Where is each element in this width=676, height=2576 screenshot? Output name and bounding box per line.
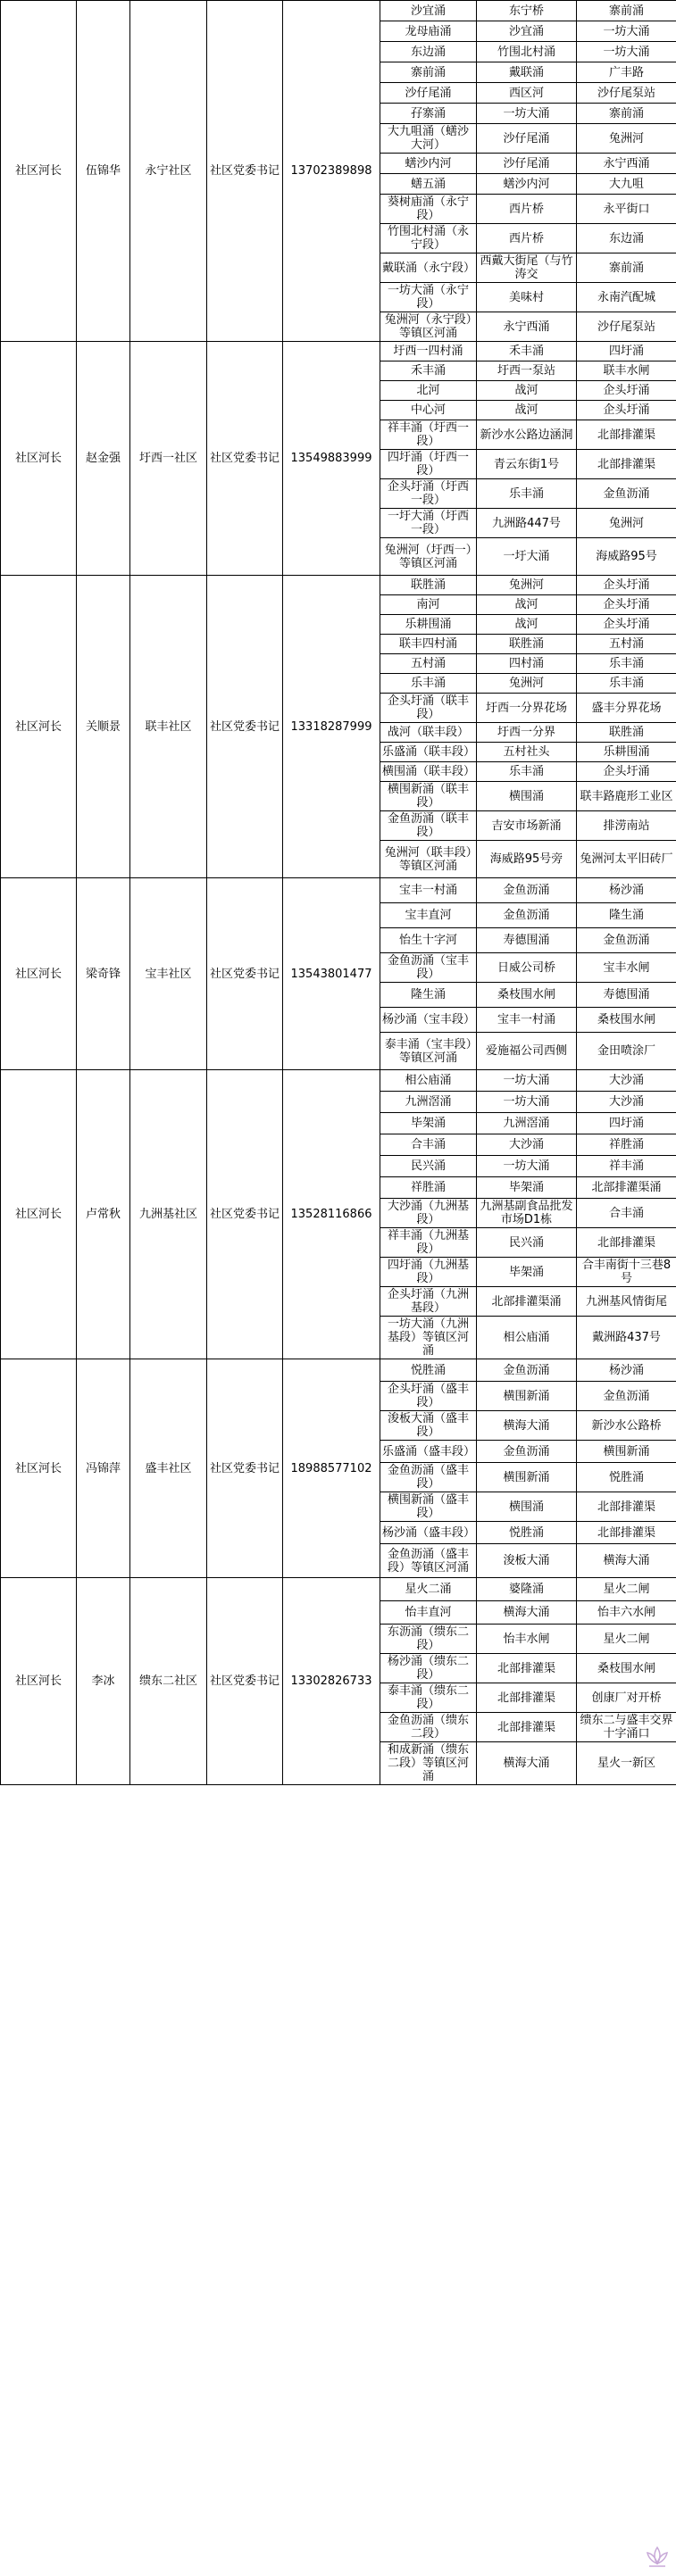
end-point-cell: 企头圩涌 — [577, 401, 676, 420]
table-row — [1, 1070, 676, 1092]
end-point-cell: 企头圩涌 — [577, 576, 676, 595]
river-name-cell: 企头圩涌（圩西一段） — [380, 479, 477, 509]
chief-name-cell: 卢常秋 — [77, 1070, 130, 1359]
start-point-cell: 横围涌 — [477, 1492, 577, 1522]
start-point-cell: 战河 — [477, 615, 577, 635]
river-name-cell: 金鱼沥涌（联丰段） — [380, 811, 477, 841]
chief-name-cell: 赵金强 — [77, 342, 130, 576]
start-point-cell: 一坊大涌 — [477, 1092, 577, 1113]
table-row — [1, 878, 676, 903]
river-name-cell: 横围涌（联丰段） — [380, 762, 477, 782]
start-point-cell: 圩西一分界花场 — [477, 694, 577, 723]
end-point-cell: 北部排灌渠涌 — [577, 1177, 676, 1199]
river-name-cell: 和成新涌（缋东二段）等镇区河涌 — [380, 1742, 477, 1785]
river-name-cell: 北河 — [380, 381, 477, 401]
end-point-cell: 联丰水闸 — [577, 361, 676, 381]
end-point-cell: 杨沙涌 — [577, 878, 676, 903]
role-cell: 社区河长 — [1, 1070, 77, 1359]
position-cell: 社区党委书记 — [207, 342, 283, 576]
role-cell: 社区河长 — [1, 1, 77, 342]
start-point-cell: 四村涌 — [477, 654, 577, 674]
river-name-cell: 杨沙涌（宝丰段） — [380, 1008, 477, 1033]
river-name-cell: 横围新涌（盛丰段） — [380, 1492, 477, 1522]
river-name-cell: 乐耕围涌 — [380, 615, 477, 635]
start-point-cell: 沙仔尾涌 — [477, 154, 577, 174]
end-point-cell: 兔洲河 — [577, 124, 676, 154]
end-point-cell: 横海大涌 — [577, 1544, 676, 1578]
start-point-cell: 悦胜涌 — [477, 1522, 577, 1544]
start-point-cell: 青云东街1号 — [477, 450, 577, 479]
river-name-cell: 五村涌 — [380, 654, 477, 674]
start-point-cell: 毕架涌 — [477, 1258, 577, 1287]
end-point-cell: 永平街口 — [577, 195, 676, 224]
start-point-cell: 西片桥 — [477, 195, 577, 224]
start-point-cell: 民兴涌 — [477, 1228, 577, 1258]
end-point-cell: 沙仔尾泵站 — [577, 83, 676, 104]
river-name-cell: 战河（联丰段） — [380, 723, 477, 743]
start-point-cell: 北部排灌渠 — [477, 1654, 577, 1683]
end-point-cell: 联胜涌 — [577, 723, 676, 743]
start-point-cell: 九洲滘涌 — [477, 1113, 577, 1134]
river-name-cell: 沙仔尾涌 — [380, 83, 477, 104]
start-point-cell: 横海大涌 — [477, 1742, 577, 1785]
end-point-cell: 星火二闸 — [577, 1625, 676, 1654]
end-point-cell: 金鱼沥涌 — [577, 1382, 676, 1411]
end-point-cell: 新沙水公路桥 — [577, 1411, 676, 1441]
end-point-cell: 海威路95号 — [577, 538, 676, 576]
start-point-cell: 圩西一泵站 — [477, 361, 577, 381]
end-point-cell: 隆生涌 — [577, 903, 676, 928]
river-name-cell: 竹围北村涌（永宁段） — [380, 224, 477, 253]
end-point-cell: 祥丰涌 — [577, 1156, 676, 1177]
community-cell: 永宁社区 — [130, 1, 207, 342]
river-name-cell: 联胜涌 — [380, 576, 477, 595]
river-name-cell: 乐盛涌（盛丰段） — [380, 1441, 477, 1463]
end-point-cell: 永南汽配城 — [577, 283, 676, 312]
river-name-cell: 圩西一四村涌 — [380, 342, 477, 361]
chief-name-cell: 伍锦华 — [77, 1, 130, 342]
river-name-cell: 杨沙涌（缋东二段） — [380, 1654, 477, 1683]
river-name-cell: 民兴涌 — [380, 1156, 477, 1177]
start-point-cell: 海威路95号旁 — [477, 841, 577, 878]
start-point-cell: 九洲基副食品批发市场D1栋 — [477, 1199, 577, 1228]
community-cell: 联丰社区 — [130, 576, 207, 878]
position-cell: 社区党委书记 — [207, 1578, 283, 1785]
start-point-cell: 西片桥 — [477, 224, 577, 253]
start-point-cell: 寿德围涌 — [477, 928, 577, 953]
phone-cell: 13302826733 — [283, 1578, 380, 1785]
end-point-cell: 金鱼沥涌 — [577, 928, 676, 953]
start-point-cell: 大沙涌 — [477, 1134, 577, 1156]
table-body — [1, 1, 676, 1785]
start-point-cell: 横围涌 — [477, 782, 577, 811]
end-point-cell: 北部排灌渠 — [577, 1228, 676, 1258]
start-point-cell: 婆隆涌 — [477, 1578, 577, 1601]
community-cell: 盛丰社区 — [130, 1359, 207, 1578]
start-point-cell: 毕架涌 — [477, 1177, 577, 1199]
end-point-cell: 大沙涌 — [577, 1070, 676, 1092]
end-point-cell: 四圩涌 — [577, 1113, 676, 1134]
table-row — [1, 342, 676, 361]
chief-name-cell: 梁奇锋 — [77, 878, 130, 1070]
end-point-cell: 九洲基风情街尾 — [577, 1287, 676, 1317]
end-point-cell: 乐耕围涌 — [577, 743, 676, 762]
end-point-cell: 永宁西涌 — [577, 154, 676, 174]
end-point-cell: 盛丰分界花场 — [577, 694, 676, 723]
river-name-cell: 金鱼沥涌（盛丰段） — [380, 1463, 477, 1492]
end-point-cell: 企头圩涌 — [577, 762, 676, 782]
start-point-cell: 日威公司桥 — [477, 953, 577, 983]
river-name-cell: 毕架涌 — [380, 1113, 477, 1134]
start-point-cell: 北部排灌渠 — [477, 1683, 577, 1713]
lotus-logo-icon — [644, 2544, 671, 2571]
river-name-cell: 乐盛涌（联丰段） — [380, 743, 477, 762]
end-point-cell: 一坊大涌 — [577, 21, 676, 42]
river-name-cell: 企头圩涌（九洲基段） — [380, 1287, 477, 1317]
end-point-cell: 企头圩涌 — [577, 381, 676, 401]
role-cell: 社区河长 — [1, 576, 77, 878]
start-point-cell: 浚板大涌 — [477, 1544, 577, 1578]
end-point-cell: 创康厂对开桥 — [577, 1683, 676, 1713]
river-name-cell: 怡丰直河 — [380, 1601, 477, 1625]
phone-cell: 13702389898 — [283, 1, 380, 342]
end-point-cell: 五村涌 — [577, 635, 676, 654]
river-name-cell: 泰丰涌（宝丰段）等镇区河涌 — [380, 1033, 477, 1070]
chief-name-cell: 李冰 — [77, 1578, 130, 1785]
end-point-cell: 联丰路鹿形工业区 — [577, 782, 676, 811]
river-name-cell: 泰丰涌（缋东二段） — [380, 1683, 477, 1713]
river-name-cell: 企头圩涌（联丰段） — [380, 694, 477, 723]
river-name-cell: 浚板大涌（盛丰段） — [380, 1411, 477, 1441]
end-point-cell: 企头圩涌 — [577, 615, 676, 635]
start-point-cell: 九洲路447号 — [477, 509, 577, 538]
phone-cell: 18988577102 — [283, 1359, 380, 1578]
river-name-cell: 蟮沙内河 — [380, 154, 477, 174]
end-point-cell: 桑枝围水闸 — [577, 1008, 676, 1033]
end-point-cell: 合丰涌 — [577, 1199, 676, 1228]
end-point-cell: 金鱼沥涌 — [577, 479, 676, 509]
chief-name-cell: 关顺景 — [77, 576, 130, 878]
start-point-cell: 一坊大涌 — [477, 1070, 577, 1092]
position-cell: 社区党委书记 — [207, 576, 283, 878]
start-point-cell: 圩西一分界 — [477, 723, 577, 743]
start-point-cell: 战河 — [477, 381, 577, 401]
position-cell: 社区党委书记 — [207, 1070, 283, 1359]
start-point-cell: 相公庙涌 — [477, 1317, 577, 1359]
role-cell: 社区河长 — [1, 1578, 77, 1785]
phone-cell: 13528116866 — [283, 1070, 380, 1359]
start-point-cell: 西戴大街尾（与竹涛交 — [477, 253, 577, 283]
position-cell: 社区党委书记 — [207, 1, 283, 342]
start-point-cell: 美味村 — [477, 283, 577, 312]
end-point-cell: 杨沙涌 — [577, 1359, 676, 1382]
start-point-cell: 宝丰一村涌 — [477, 1008, 577, 1033]
table-row — [1, 1359, 676, 1382]
table-row — [1, 576, 676, 595]
start-point-cell: 金鱼沥涌 — [477, 1359, 577, 1382]
river-name-cell: 一圩大涌（圩西一段） — [380, 509, 477, 538]
river-name-cell: 四圩涌（九洲基段） — [380, 1258, 477, 1287]
start-point-cell: 横围新涌 — [477, 1463, 577, 1492]
start-point-cell: 西区河 — [477, 83, 577, 104]
river-name-cell: 大九咀涌（蟮沙大河） — [380, 124, 477, 154]
start-point-cell: 乐丰涌 — [477, 762, 577, 782]
start-point-cell: 爱施福公司西侧 — [477, 1033, 577, 1070]
table-row — [1, 1578, 676, 1601]
river-name-cell: 相公庙涌 — [380, 1070, 477, 1092]
river-name-cell: 东沥涌（缋东二段） — [380, 1625, 477, 1654]
river-name-cell: 中心河 — [380, 401, 477, 420]
river-name-cell: 蟮五涌 — [380, 174, 477, 195]
role-cell: 社区河长 — [1, 342, 77, 576]
end-point-cell: 寿德围涌 — [577, 983, 676, 1008]
river-name-cell: 宝丰直河 — [380, 903, 477, 928]
start-point-cell: 金鱼沥涌 — [477, 1441, 577, 1463]
start-point-cell: 乐丰涌 — [477, 479, 577, 509]
end-point-cell: 星火一新区 — [577, 1742, 676, 1785]
end-point-cell: 横围新涌 — [577, 1441, 676, 1463]
end-point-cell: 北部排灌渠 — [577, 420, 676, 450]
start-point-cell: 一圩大涌 — [477, 538, 577, 576]
start-point-cell: 战河 — [477, 401, 577, 420]
end-point-cell: 兔洲河 — [577, 509, 676, 538]
river-name-cell: 星火二涌 — [380, 1578, 477, 1601]
end-point-cell: 乐丰涌 — [577, 654, 676, 674]
river-name-cell: 葵树庙涌（永宁段） — [380, 195, 477, 224]
river-name-cell: 沙宜涌 — [380, 1, 477, 21]
start-point-cell: 蟮沙内河 — [477, 174, 577, 195]
start-point-cell: 沙仔尾涌 — [477, 124, 577, 154]
start-point-cell: 吉安市场新涌 — [477, 811, 577, 841]
river-name-cell: 横围新涌（联丰段） — [380, 782, 477, 811]
river-name-cell: 兔洲河（永宁段）等镇区河涌 — [380, 312, 477, 342]
end-point-cell: 沙仔尾泵站 — [577, 312, 676, 342]
river-name-cell: 寨前涌 — [380, 62, 477, 83]
phone-cell: 13543801477 — [283, 878, 380, 1070]
end-point-cell: 排涝南站 — [577, 811, 676, 841]
end-point-cell: 大九咀 — [577, 174, 676, 195]
start-point-cell: 战河 — [477, 595, 577, 615]
end-point-cell: 兔洲河太平旧砖厂 — [577, 841, 676, 878]
end-point-cell: 寨前涌 — [577, 253, 676, 283]
river-name-cell: 禾丰涌 — [380, 361, 477, 381]
river-name-cell: 祥胜涌 — [380, 1177, 477, 1199]
start-point-cell: 怡丰水闸 — [477, 1625, 577, 1654]
river-name-cell: 东边涌 — [380, 42, 477, 62]
end-point-cell: 北部排灌渠 — [577, 1492, 676, 1522]
start-point-cell: 桑枝围水闸 — [477, 983, 577, 1008]
start-point-cell: 沙宜涌 — [477, 21, 577, 42]
river-name-cell: 乐丰涌 — [380, 674, 477, 694]
river-name-cell: 宝丰一村涌 — [380, 878, 477, 903]
end-point-cell: 一坊大涌 — [577, 42, 676, 62]
end-point-cell: 企头圩涌 — [577, 595, 676, 615]
river-name-cell: 杨沙涌（盛丰段） — [380, 1522, 477, 1544]
start-point-cell: 五村社头 — [477, 743, 577, 762]
end-point-cell: 大沙涌 — [577, 1092, 676, 1113]
end-point-cell: 戴洲路437号 — [577, 1317, 676, 1359]
river-name-cell: 祥丰涌（九洲基段） — [380, 1228, 477, 1258]
chief-name-cell: 冯锦萍 — [77, 1359, 130, 1578]
end-point-cell: 缋东二与盛丰交界十字涌口 — [577, 1713, 676, 1742]
start-point-cell: 横海大涌 — [477, 1411, 577, 1441]
river-name-cell: 孖寨涌 — [380, 104, 477, 124]
start-point-cell: 金鱼沥涌 — [477, 903, 577, 928]
river-name-cell: 兔洲河（联丰段）等镇区河涌 — [380, 841, 477, 878]
end-point-cell: 星火二闸 — [577, 1578, 676, 1601]
river-name-cell: 怡生十字河 — [380, 928, 477, 953]
end-point-cell: 桑枝围水闸 — [577, 1654, 676, 1683]
start-point-cell: 联胜涌 — [477, 635, 577, 654]
end-point-cell: 北部排灌渠 — [577, 450, 676, 479]
start-point-cell: 新沙水公路边涵洞 — [477, 420, 577, 450]
river-name-cell: 龙母庙涌 — [380, 21, 477, 42]
river-name-cell: 企头圩涌（盛丰段） — [380, 1382, 477, 1411]
start-point-cell: 禾丰涌 — [477, 342, 577, 361]
river-name-cell: 金鱼沥涌（盛丰段）等镇区河涌 — [380, 1544, 477, 1578]
start-point-cell: 北部排灌渠 — [477, 1713, 577, 1742]
start-point-cell: 横海大涌 — [477, 1601, 577, 1625]
position-cell: 社区党委书记 — [207, 878, 283, 1070]
community-cell: 缋东二社区 — [130, 1578, 207, 1785]
river-name-cell: 兔洲河（圩西一）等镇区河涌 — [380, 538, 477, 576]
end-point-cell: 祥胜涌 — [577, 1134, 676, 1156]
end-point-cell: 合丰南街十三巷8号 — [577, 1258, 676, 1287]
end-point-cell: 北部排灌渠 — [577, 1522, 676, 1544]
river-name-cell: 一坊大涌（九洲基段）等镇区河涌 — [380, 1317, 477, 1359]
role-cell: 社区河长 — [1, 878, 77, 1070]
community-cell: 宝丰社区 — [130, 878, 207, 1070]
end-point-cell: 宝丰水闸 — [577, 953, 676, 983]
river-name-cell: 祥丰涌（圩西一段） — [380, 420, 477, 450]
river-name-cell: 一坊大涌（永宁段） — [380, 283, 477, 312]
start-point-cell: 横围新涌 — [477, 1382, 577, 1411]
community-cell: 九洲基社区 — [130, 1070, 207, 1359]
community-cell: 圩西一社区 — [130, 342, 207, 576]
river-name-cell: 大沙涌（九洲基段） — [380, 1199, 477, 1228]
end-point-cell: 悦胜涌 — [577, 1463, 676, 1492]
start-point-cell: 戴联涌 — [477, 62, 577, 83]
start-point-cell: 一坊大涌 — [477, 104, 577, 124]
start-point-cell: 北部排灌渠涌 — [477, 1287, 577, 1317]
river-name-cell: 合丰涌 — [380, 1134, 477, 1156]
river-name-cell: 九洲滘涌 — [380, 1092, 477, 1113]
table-row — [1, 1, 676, 21]
end-point-cell: 广丰路 — [577, 62, 676, 83]
river-name-cell: 联丰四村涌 — [380, 635, 477, 654]
river-name-cell: 隆生涌 — [380, 983, 477, 1008]
river-name-cell: 四圩涌（圩西一段） — [380, 450, 477, 479]
start-point-cell: 兔洲河 — [477, 576, 577, 595]
end-point-cell: 金田喷涂厂 — [577, 1033, 676, 1070]
start-point-cell: 永宁西涌 — [477, 312, 577, 342]
phone-cell: 13549883999 — [283, 342, 380, 576]
end-point-cell: 东边涌 — [577, 224, 676, 253]
start-point-cell: 兔洲河 — [477, 674, 577, 694]
river-name-cell: 戴联涌（永宁段） — [380, 253, 477, 283]
position-cell: 社区党委书记 — [207, 1359, 283, 1578]
start-point-cell: 一坊大涌 — [477, 1156, 577, 1177]
end-point-cell: 乐丰涌 — [577, 674, 676, 694]
start-point-cell: 竹围北村涌 — [477, 42, 577, 62]
river-name-cell: 南河 — [380, 595, 477, 615]
role-cell: 社区河长 — [1, 1359, 77, 1578]
end-point-cell: 四圩涌 — [577, 342, 676, 361]
end-point-cell: 寨前涌 — [577, 1, 676, 21]
start-point-cell: 金鱼沥涌 — [477, 878, 577, 903]
river-name-cell: 悦胜涌 — [380, 1359, 477, 1382]
start-point-cell: 东宁桥 — [477, 1, 577, 21]
phone-cell: 13318287999 — [283, 576, 380, 878]
river-name-cell: 金鱼沥涌（宝丰段） — [380, 953, 477, 983]
river-name-cell: 金鱼沥涌（缋东二段） — [380, 1713, 477, 1742]
end-point-cell: 寨前涌 — [577, 104, 676, 124]
end-point-cell: 怡丰六水闸 — [577, 1601, 676, 1625]
